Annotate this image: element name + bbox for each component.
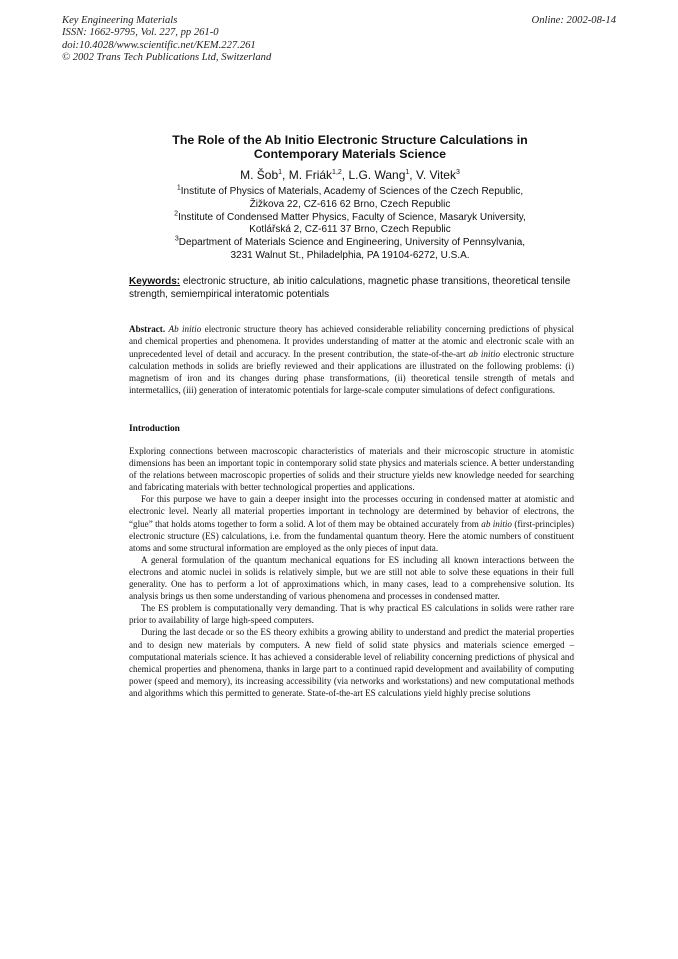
affiliation-1-line-2: Žižkova 22, CZ-616 62 Brno, Czech Republic: [249, 198, 451, 210]
paragraph: Exploring connections between macroscopic characteristics of materials and their microscopic structure in atomistic dimensions has been an important topic in contemporary solid state physics and materials science. A better understanding of the relations between macroscopic properties of solids and their structure yields new knowledge needed for searching and fabricating materials with better technological properties and applications.: [129, 446, 574, 493]
doi-line: doi:10.4028/www.scientific.net/KEM.227.261: [62, 39, 256, 51]
affiliation-3-line-1: [130, 237, 570, 250]
affiliation-sup: 1: [176, 184, 181, 192]
abstract-label: Abstract.: [129, 324, 166, 334]
author-affil-sup: 1,2: [332, 169, 342, 176]
author-name: M. Šob: [240, 168, 279, 182]
author-name: M. Friák: [288, 168, 333, 182]
author-affil-sup: 1: [405, 169, 410, 176]
keywords-block: [129, 276, 574, 301]
abstract-em-2: ab initio: [468, 348, 501, 359]
paragraph: A general formulation of the quantum mechanical equations for ES including all known interactions between the electrons and atomic nuclei in solids is relatively simple, but we are still not able to solve these equations in their full generality. One has to perform a lot of approximations which, in many cases, lead to a comprehensive solution. Its analysis brings us then some understanding of various phenomena and processes in condensed matter.: [129, 554, 574, 602]
author-affil-sup: 1: [278, 169, 283, 176]
paragraph-em: ab initio: [481, 518, 512, 529]
copyright-line: © 2002 Trans Tech Publications Ltd, Switzerland: [62, 52, 272, 64]
title-line-2: Contemporary Materials Science: [253, 146, 447, 161]
abstract-block: [129, 323, 574, 397]
title-line-1: The Role of the Ab Initio Electronic Structure Calculations in: [172, 133, 528, 147]
introduction-heading: Introduction: [129, 424, 180, 434]
author-name: L.G. Wang: [348, 168, 406, 182]
paragraph: [129, 493, 574, 553]
affiliation-1-line-1: [130, 186, 570, 199]
introduction-body: [129, 445, 574, 699]
affiliation-sup: 2: [174, 210, 179, 218]
author-name: V. Vitek: [415, 168, 456, 182]
author-affil-sup: 3: [455, 169, 460, 176]
affiliation-text: Institute of Physics of Materials, Academy of Sciences of the Czech Republic,: [180, 186, 524, 197]
online-date: Online: 2002-08-14: [531, 15, 616, 26]
journal-header: [62, 15, 271, 65]
author-list: M. Šob$^1$, M. Friák$^{1,2}$, L.G. Wang$^1$, V. Vitek$^3$: [240, 168, 460, 182]
paragraph: During the last decade or so the ES theory exhibits a growing ability to understand and predict the material properties and to design new materials by computers. A new field of solid state physics and materials science emerged – computational materials science. It has achieved a considerable level of reliability concerning predictions of physical and chemical properties and phenomena, thanks in large part to a continued rapid development and availability of computing power (speed and memory), its increasing accessibility (via networks and workstations) and new computational methods and algorithms which this permitted to generate. State-of-the-art ES calculations yield highly precise solutions: [129, 627, 574, 698]
abstract-em: Ab initio: [168, 324, 202, 334]
journal-name: Key Engineering Materials: [62, 15, 178, 26]
paragraph-text: (first-principles) electronic structure (ES) calculations, i.e. from the fundamental quantum theory. Here the atomic numbers of constituent atoms and some structural information are employed as the only pieces of input data.: [129, 518, 574, 553]
paragraph: The ES problem is computationally very demanding. That is why practical ES calculations in solids were rather rare prior to availability of large high-speed computers.: [129, 603, 574, 626]
affiliation-list: [130, 186, 570, 263]
affiliation-text: Department of Materials Science and Engineering, University of Pennsylvania,: [178, 237, 526, 249]
affiliation-3-line-2: 3231 Walnut St., Philadelphia, PA 19104-6272, U.S.A.: [230, 249, 470, 261]
abstract-text-1: electronic structure theory has achieved considerable reliability concerning predictions of physical and chemical properties and phenomena. It provides understanding of matter at the atomic and electronic scale with an unprecedented level of detail and accuracy. In the present contribution, the state-of-the-art: [129, 324, 574, 359]
paper-title: [100, 134, 600, 161]
affiliation-text: Institute of Condensed Matter Physics, Faculty of Science, Masaryk University,: [178, 211, 526, 223]
affiliation-2-line-1: [130, 212, 570, 225]
keywords-text: electronic structure, ab initio calculations, magnetic phase transitions, theoretical tensile strength, semiempirical interatomic potentials: [129, 276, 571, 300]
keywords-label: Keywords:: [129, 276, 181, 287]
issn-line: ISSN: 1662-9795, Vol. 227, pp 261-0: [62, 27, 219, 39]
affiliation-sup: 3: [174, 235, 179, 243]
abstract-text-2: electronic structure calculation methods in solids are briefly reviewed and their applications are illustrated on the following problems: (i) magnetism of iron and its changes during phase transformations, (ii) theoretical tensile strength of metals and intermetallics, (iii) generation of interatomic potentials for large-scale computer simulations of defect configurations.: [129, 348, 574, 396]
paragraph-text: For this purpose we have to gain a deeper insight into the processes occuring in condensed matter at atomistic and electronic level. Nearly all material properties important in technology are determined by behavior of electrons, the “glue” that holds atoms together to form a solid. A lot of them may be obtained accurately from: [129, 494, 574, 529]
affiliation-2-line-2: Kotlářská 2, CZ-611 37 Brno, Czech Republic: [249, 224, 451, 236]
